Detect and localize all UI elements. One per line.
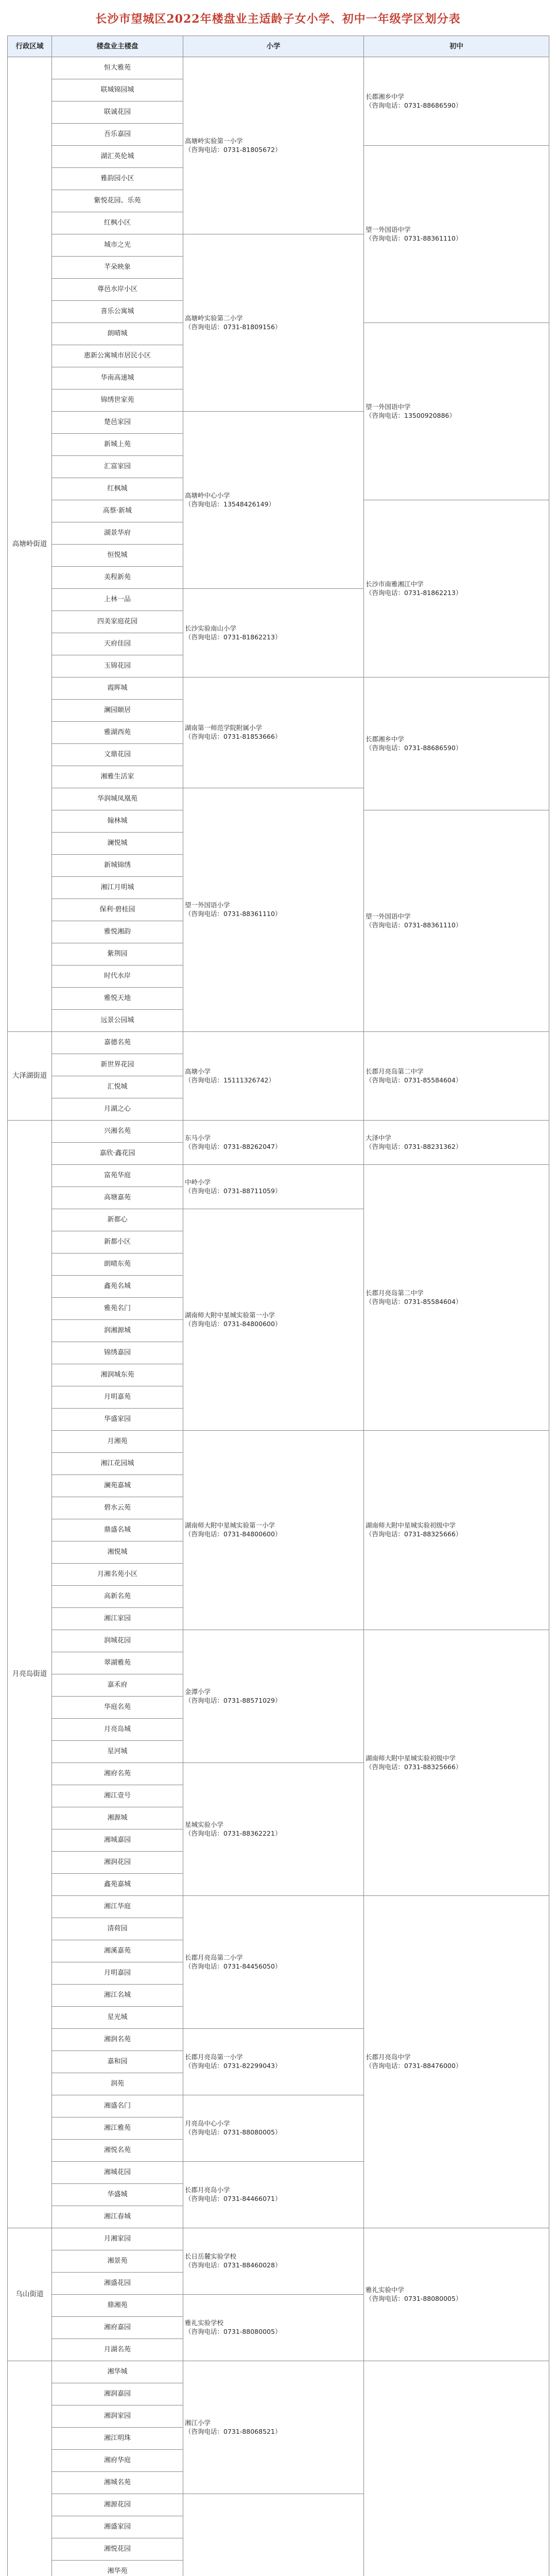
estate-cell: 上林一品 [52, 589, 183, 611]
primary-school-cell [183, 234, 364, 412]
estate-cell: 城市之光 [52, 234, 183, 257]
middle-school-cell-line: 长郡湘乡中学 [366, 92, 405, 100]
estate-cell: 雅湖西苑 [52, 722, 183, 744]
estate-cell: 吾乐嘉园 [52, 124, 183, 146]
primary-school-cell-line: 湖南师大附中星城实验第一小学 [185, 1521, 275, 1530]
estate-cell: 湘源花园 [52, 2494, 183, 2516]
estate-cell: 新都心 [52, 1209, 183, 1231]
primary-school-cell-line: （咨询电话：0731-88262047） [185, 1142, 282, 1150]
primary-school-cell-line: （咨询电话：0731-88362221） [185, 1829, 282, 1837]
estate-cell: 湘江月明城 [52, 877, 183, 899]
primary-school-cell-line: （咨询电话：0731-81853666） [185, 733, 282, 740]
header-estate: 楼盘业主楼盘 [52, 36, 183, 57]
estate-cell: 湘江家园 [52, 1608, 183, 1630]
estate-cell: 湘悦城 [52, 1541, 183, 1564]
estate-cell: 喜乐公寓城 [52, 301, 183, 323]
estate-cell: 鑫苑嘉城 [52, 1874, 183, 1896]
middle-school-cell-line: （咨询电话：0731-85584604） [366, 1076, 462, 1084]
estate-cell: 时代水岸 [52, 965, 183, 988]
primary-school-cell-line: 高塘岭实验第二小学 [185, 314, 243, 322]
primary-school-cell [183, 1121, 364, 1165]
estate-cell: 湘润城东苑 [52, 1364, 183, 1386]
estate-cell: 湘府嘉园 [52, 2317, 183, 2339]
estate-cell: 湘江华庭 [52, 1896, 183, 1918]
primary-school-cell [183, 2494, 364, 2576]
estate-cell: 星河城 [52, 1741, 183, 1763]
middle-school-cell [364, 323, 549, 500]
estate-cell: 月湖之心 [52, 1098, 183, 1121]
middle-school-cell [364, 146, 549, 323]
estate-cell: 保利·碧桂园 [52, 899, 183, 921]
middle-school-cell-line: （咨询电话：0731-88325666） [366, 1530, 462, 1538]
middle-school-cell-line: （咨询电话：0731-88476000） [366, 2062, 462, 2070]
primary-school-cell-line: 长沙实验南山小学 [185, 624, 237, 632]
estate-cell: 新都小区 [52, 1231, 183, 1253]
estate-cell: 锦绣嘉园 [52, 1342, 183, 1364]
estate-cell: 联城锦园城 [52, 79, 183, 101]
middle-school-cell [364, 1630, 549, 1896]
estate-cell: 月湘苑 [52, 1431, 183, 1453]
middle-school-cell-line: 长郡月亮岛第二中学 [366, 1067, 424, 1075]
middle-school-cell [364, 1165, 549, 1431]
header-middle: 初中 [364, 36, 549, 57]
primary-school-cell-line: （咨询电话：0731-84466071） [185, 2195, 282, 2202]
middle-school-cell-line: 长郡月亮岛第二中学 [366, 1289, 424, 1297]
estate-cell: 联诚花园 [52, 101, 183, 124]
primary-school-cell-line: 月亮岛中心小学 [185, 2120, 230, 2128]
region-cell: 高塘岭街道 [8, 57, 52, 1032]
middle-school-cell-line: 望一外国语中学 [366, 402, 411, 411]
primary-school-cell-line: （咨询电话：13548426149） [185, 500, 275, 508]
table-row [8, 1032, 549, 1054]
primary-school-cell [183, 677, 364, 788]
estate-cell: 嘉欣·鑫花园 [52, 1143, 183, 1165]
estate-cell: 湘盛花园 [52, 2273, 183, 2295]
primary-school-cell-line: （咨询电话：0731-84800600） [185, 1319, 282, 1328]
middle-school-cell-line: （咨询电话：0731-88686590） [366, 101, 462, 109]
estate-cell: 鼎湘苑 [52, 2295, 183, 2317]
estate-cell: 朗晴城 [52, 323, 183, 345]
estate-cell: 湘江雅苑 [52, 2117, 183, 2140]
estate-cell: 雅悦湘韵 [52, 921, 183, 943]
primary-school-cell-line: 高塘岭实验第一小学 [185, 137, 243, 145]
estate-cell: 雅苑名门 [52, 1298, 183, 1320]
estate-cell: 嘉德名苑 [52, 1032, 183, 1054]
primary-school-cell [183, 2361, 364, 2494]
estate-cell: 楚邑家园 [52, 412, 183, 434]
estate-cell: 湘城嘉园 [52, 1829, 183, 1852]
primary-school-cell-line: 雅礼实验学校 [185, 2319, 224, 2327]
estate-cell: 汇悦城 [52, 1076, 183, 1098]
middle-school-cell [364, 2228, 549, 2361]
primary-school-cell-line: 东马小学 [185, 1133, 211, 1142]
estate-cell: 华润城凤凰苑 [52, 788, 183, 810]
region-cell: 乌山街道 [8, 2228, 52, 2361]
primary-school-cell-line: （咨询电话：0731-88068521） [185, 2427, 282, 2435]
estate-cell: 华盛家园 [52, 1409, 183, 1431]
table-row [8, 1431, 549, 1453]
primary-school-cell-line: 湘江小学 [185, 2418, 211, 2427]
table-row [8, 1896, 549, 1918]
estate-cell: 星光城 [52, 2007, 183, 2029]
primary-school-cell [183, 1431, 364, 1630]
primary-school-cell [183, 1165, 364, 1209]
header-primary: 小学 [183, 36, 364, 57]
estate-cell: 湘润嘉园 [52, 2383, 183, 2405]
middle-school-cell-line: 雅礼实验中学 [366, 2285, 405, 2294]
middle-school-cell-line: （咨询电话：0731-88080005） [366, 2294, 462, 2302]
estate-cell: 紫荆园 [52, 943, 183, 965]
estate-cell: 玉锦花园 [52, 655, 183, 677]
middle-school-cell-line: 望一外国语中学 [366, 912, 411, 920]
estate-cell: 高塘嘉苑 [52, 1187, 183, 1209]
estate-cell: 湘盛家园 [52, 2516, 183, 2538]
table-header-row [8, 36, 549, 57]
primary-school-cell-line: 长郡月亮岛第二小学 [185, 1953, 243, 1961]
estate-cell: 恒悦城 [52, 545, 183, 567]
estate-cell: 清荷园 [52, 1918, 183, 1940]
primary-school-cell-line: 星城实验小学 [185, 1820, 224, 1828]
estate-cell: 富苑华庭 [52, 1165, 183, 1187]
estate-cell: 湘江名城 [52, 1985, 183, 2007]
middle-school-cell [364, 57, 549, 146]
estate-cell: 芊朵映象 [52, 257, 183, 279]
middle-school-cell-line: （咨询电话：0731-85584604） [366, 1297, 462, 1306]
estate-cell: 月亮岛城 [52, 1719, 183, 1741]
estate-cell: 湘江春城 [52, 2206, 183, 2228]
estate-cell: 锦绣世家苑 [52, 389, 183, 412]
middle-school-cell [364, 1121, 549, 1165]
primary-school-cell [183, 788, 364, 1032]
primary-school-cell [183, 1630, 364, 1763]
middle-school-cell-line: 湖南师大附中星城实验初级中学 [366, 1754, 456, 1762]
estate-cell: 澜悦城 [52, 833, 183, 855]
estate-cell: 湘润名苑 [52, 2029, 183, 2051]
region-cell [8, 2361, 52, 2576]
primary-school-cell-line: （咨询电话：0731-88711059） [185, 1187, 282, 1195]
primary-school-cell-line: 湖南师大附中星城实验第一小学 [185, 1311, 275, 1319]
estate-cell: 润苑 [52, 2073, 183, 2095]
middle-school-cell-line: （咨询电话：0731-81862213） [366, 588, 462, 597]
middle-school-cell-line: （咨询电话：13500920886） [366, 411, 456, 419]
estate-cell: 月湘名苑小区 [52, 1564, 183, 1586]
middle-school-cell-line: （咨询电话：0731-88231362） [366, 1142, 462, 1150]
table-row [8, 677, 549, 700]
estate-cell: 湘华苑 [52, 2561, 183, 2576]
header-region: 行政区域 [8, 36, 52, 57]
middle-school-cell-line: 长沙市南雅湘江中学 [366, 580, 424, 588]
primary-school-cell [183, 412, 364, 589]
middle-school-cell-line: 长郡湘乡中学 [366, 735, 405, 743]
primary-school-cell [183, 1032, 364, 1121]
estate-cell: 嘉和园 [52, 2051, 183, 2073]
estate-cell: 湘江壹号 [52, 1785, 183, 1807]
primary-school-cell-line: 高塘岭中心小学 [185, 491, 230, 499]
estate-cell: 湘盛名门 [52, 2095, 183, 2117]
estate-cell: 月湖名苑 [52, 2339, 183, 2361]
estate-cell: 惠新公寓城市居民小区 [52, 345, 183, 367]
middle-school-cell-line: 湖南师大附中星城实验初级中学 [366, 1521, 456, 1530]
primary-school-cell-line: （咨询电话：0731-82299043） [185, 2062, 282, 2070]
estate-cell: 润城花园 [52, 1630, 183, 1652]
primary-school-cell-line: 湖南第一师范学院附属小学 [185, 724, 263, 732]
primary-school-cell [183, 57, 364, 234]
estate-cell: 湘雅生活家 [52, 766, 183, 788]
estate-cell: 湘悦名苑 [52, 2140, 183, 2162]
estate-cell: 湘府名苑 [52, 1763, 183, 1785]
estate-cell: 雅悦天地 [52, 988, 183, 1010]
estate-cell: 翠湖雅苑 [52, 1652, 183, 1674]
estate-cell: 湘城花园 [52, 2162, 183, 2184]
primary-school-cell-line: 望一外国语小学 [185, 901, 230, 909]
estate-cell: 湘景苑 [52, 2250, 183, 2273]
estate-cell: 远景公园城 [52, 1010, 183, 1032]
estate-cell: 翰林城 [52, 810, 183, 833]
middle-school-cell [364, 1032, 549, 1121]
estate-cell: 雅韵园小区 [52, 168, 183, 190]
region-cell: 大泽湖街道 [8, 1032, 52, 1121]
estate-cell: 湘润花园 [52, 1852, 183, 1874]
middle-school-cell [364, 2361, 549, 2576]
middle-school-cell [364, 810, 549, 1032]
estate-cell: 兴湘名苑 [52, 1121, 183, 1143]
estate-cell: 高新名苑 [52, 1586, 183, 1608]
estate-cell: 文鼎花园 [52, 744, 183, 766]
table-row [8, 1121, 549, 1143]
primary-school-cell [183, 1896, 364, 2029]
table-row [8, 2228, 549, 2250]
estate-cell: 湘江明珠 [52, 2428, 183, 2450]
estate-cell: 红枫小区 [52, 212, 183, 234]
primary-school-cell [183, 2228, 364, 2295]
estate-cell: 湘华城 [52, 2361, 183, 2383]
estate-cell: 恒大雅苑 [52, 57, 183, 79]
primary-school-cell [183, 2095, 364, 2162]
middle-school-cell [364, 500, 549, 677]
estate-cell: 湖景华府 [52, 522, 183, 545]
estate-cell: 湖汇英伦城 [52, 146, 183, 168]
middle-school-cell [364, 1896, 549, 2228]
estate-cell: 润湘源城 [52, 1320, 183, 1342]
estate-cell: 湘悦花园 [52, 2538, 183, 2561]
middle-school-cell [364, 677, 549, 810]
estate-cell: 嘉禾府 [52, 1674, 183, 1697]
primary-school-cell-line: （咨询电话：0731-88080005） [185, 2328, 282, 2335]
estate-cell: 霞晖城 [52, 677, 183, 700]
primary-school-cell [183, 2029, 364, 2095]
primary-school-cell [183, 1763, 364, 1896]
estate-cell: 湘溪嘉苑 [52, 1940, 183, 1962]
estate-cell: 华庭名苑 [52, 1697, 183, 1719]
table-row [8, 1165, 549, 1187]
estate-cell: 红枫城 [52, 478, 183, 500]
primary-school-cell-line: （咨询电话：0731-88080005） [185, 2128, 282, 2136]
middle-school-cell-line: （咨询电话：0731-88361110） [366, 234, 462, 242]
middle-school-cell-line: （咨询电话：0731-88686590） [366, 743, 462, 752]
estate-cell: 鑫苑名城 [52, 1276, 183, 1298]
estate-cell: 新城锦绣 [52, 855, 183, 877]
table-row [8, 1630, 549, 1652]
estate-cell: 华南高速城 [52, 367, 183, 389]
estate-cell: 湘府华庭 [52, 2450, 183, 2472]
estate-cell: 月明嘉苑 [52, 1386, 183, 1409]
middle-school-cell [364, 1431, 549, 1630]
estate-cell: 高蔡·新城 [52, 500, 183, 522]
estate-cell: 澜苑嘉城 [52, 1475, 183, 1497]
middle-school-cell-line: （咨询电话：0731-88361110） [366, 921, 462, 929]
primary-school-cell-line: （咨询电话：0731-88571029） [185, 1696, 282, 1704]
primary-school-cell-line: （咨询电话：15111326742） [185, 1076, 275, 1084]
table-row [8, 2361, 549, 2383]
primary-school-cell-line: 长郡月亮岛小学 [185, 2186, 230, 2194]
estate-cell: 新城上苑 [52, 434, 183, 456]
estate-cell: 四美家庭花园 [52, 611, 183, 633]
estate-cell: 美程新苑 [52, 567, 183, 589]
primary-school-cell-line: （咨询电话：0731-81862213） [185, 633, 282, 641]
middle-school-cell-line: 长郡月亮岛中学 [366, 2053, 411, 2061]
region-cell: 月亮岛街道 [8, 1121, 52, 2228]
school-district-table [7, 36, 549, 2576]
primary-school-cell-line: （咨询电话：0731-84456050） [185, 1962, 282, 1970]
estate-cell: 湘江花园城 [52, 1453, 183, 1475]
estate-cell: 汇富家园 [52, 456, 183, 478]
primary-school-cell-line: 金潭小学 [185, 1687, 211, 1696]
estate-cell: 紫悦花园、乐苑 [52, 190, 183, 212]
middle-school-cell-line: 大泽中学 [366, 1133, 392, 1142]
primary-school-cell-line: 长日岳麓实验学校 [185, 2252, 237, 2261]
primary-school-cell-line: 中岭小学 [185, 1178, 211, 1186]
primary-school-cell-line: 长郡月亮岛第一小学 [185, 2053, 243, 2061]
primary-school-cell-line: （咨询电话：0731-81809156） [185, 323, 282, 331]
estate-cell: 月湘家园 [52, 2228, 183, 2250]
estate-cell: 新世界花园 [52, 1054, 183, 1076]
primary-school-cell-line: （咨询电话：0731-88460028） [185, 2261, 282, 2269]
estate-cell: 澜园颐居 [52, 700, 183, 722]
estate-cell: 碧水云苑 [52, 1497, 183, 1519]
primary-school-cell-line: （咨询电话：0731-88361110） [185, 910, 282, 918]
primary-school-cell [183, 589, 364, 677]
document-title: 长沙市望城区2022年楼盘业主适龄子女小学、初中一年级学区划分表 [95, 12, 461, 26]
estate-cell: 湘润家园 [52, 2405, 183, 2428]
primary-school-cell-line: （咨询电话：0731-81805672） [185, 145, 282, 154]
primary-school-cell [183, 2162, 364, 2228]
estate-cell: 华盛城 [52, 2184, 183, 2206]
estate-cell: 鼎盛名城 [52, 1519, 183, 1541]
estate-cell: 天府佳园 [52, 633, 183, 655]
estate-cell: 朗晴东苑 [52, 1253, 183, 1276]
middle-school-cell-line: （咨询电话：0731-88325666） [366, 1762, 462, 1771]
table-body [8, 57, 549, 2576]
primary-school-cell-line: 高塘小学 [185, 1067, 211, 1075]
estate-cell: 月明嘉园 [52, 1962, 183, 1985]
primary-school-cell [183, 1209, 364, 1431]
estate-cell: 尊邑水岸小区 [52, 279, 183, 301]
middle-school-cell-line: 望一外国语中学 [366, 225, 411, 233]
primary-school-cell-line: （咨询电话：0731-84800600） [185, 1530, 282, 1538]
table-row [8, 57, 549, 79]
primary-school-cell [183, 2295, 364, 2361]
estate-cell: 湘源城 [52, 1807, 183, 1829]
estate-cell: 湘城名苑 [52, 2472, 183, 2494]
